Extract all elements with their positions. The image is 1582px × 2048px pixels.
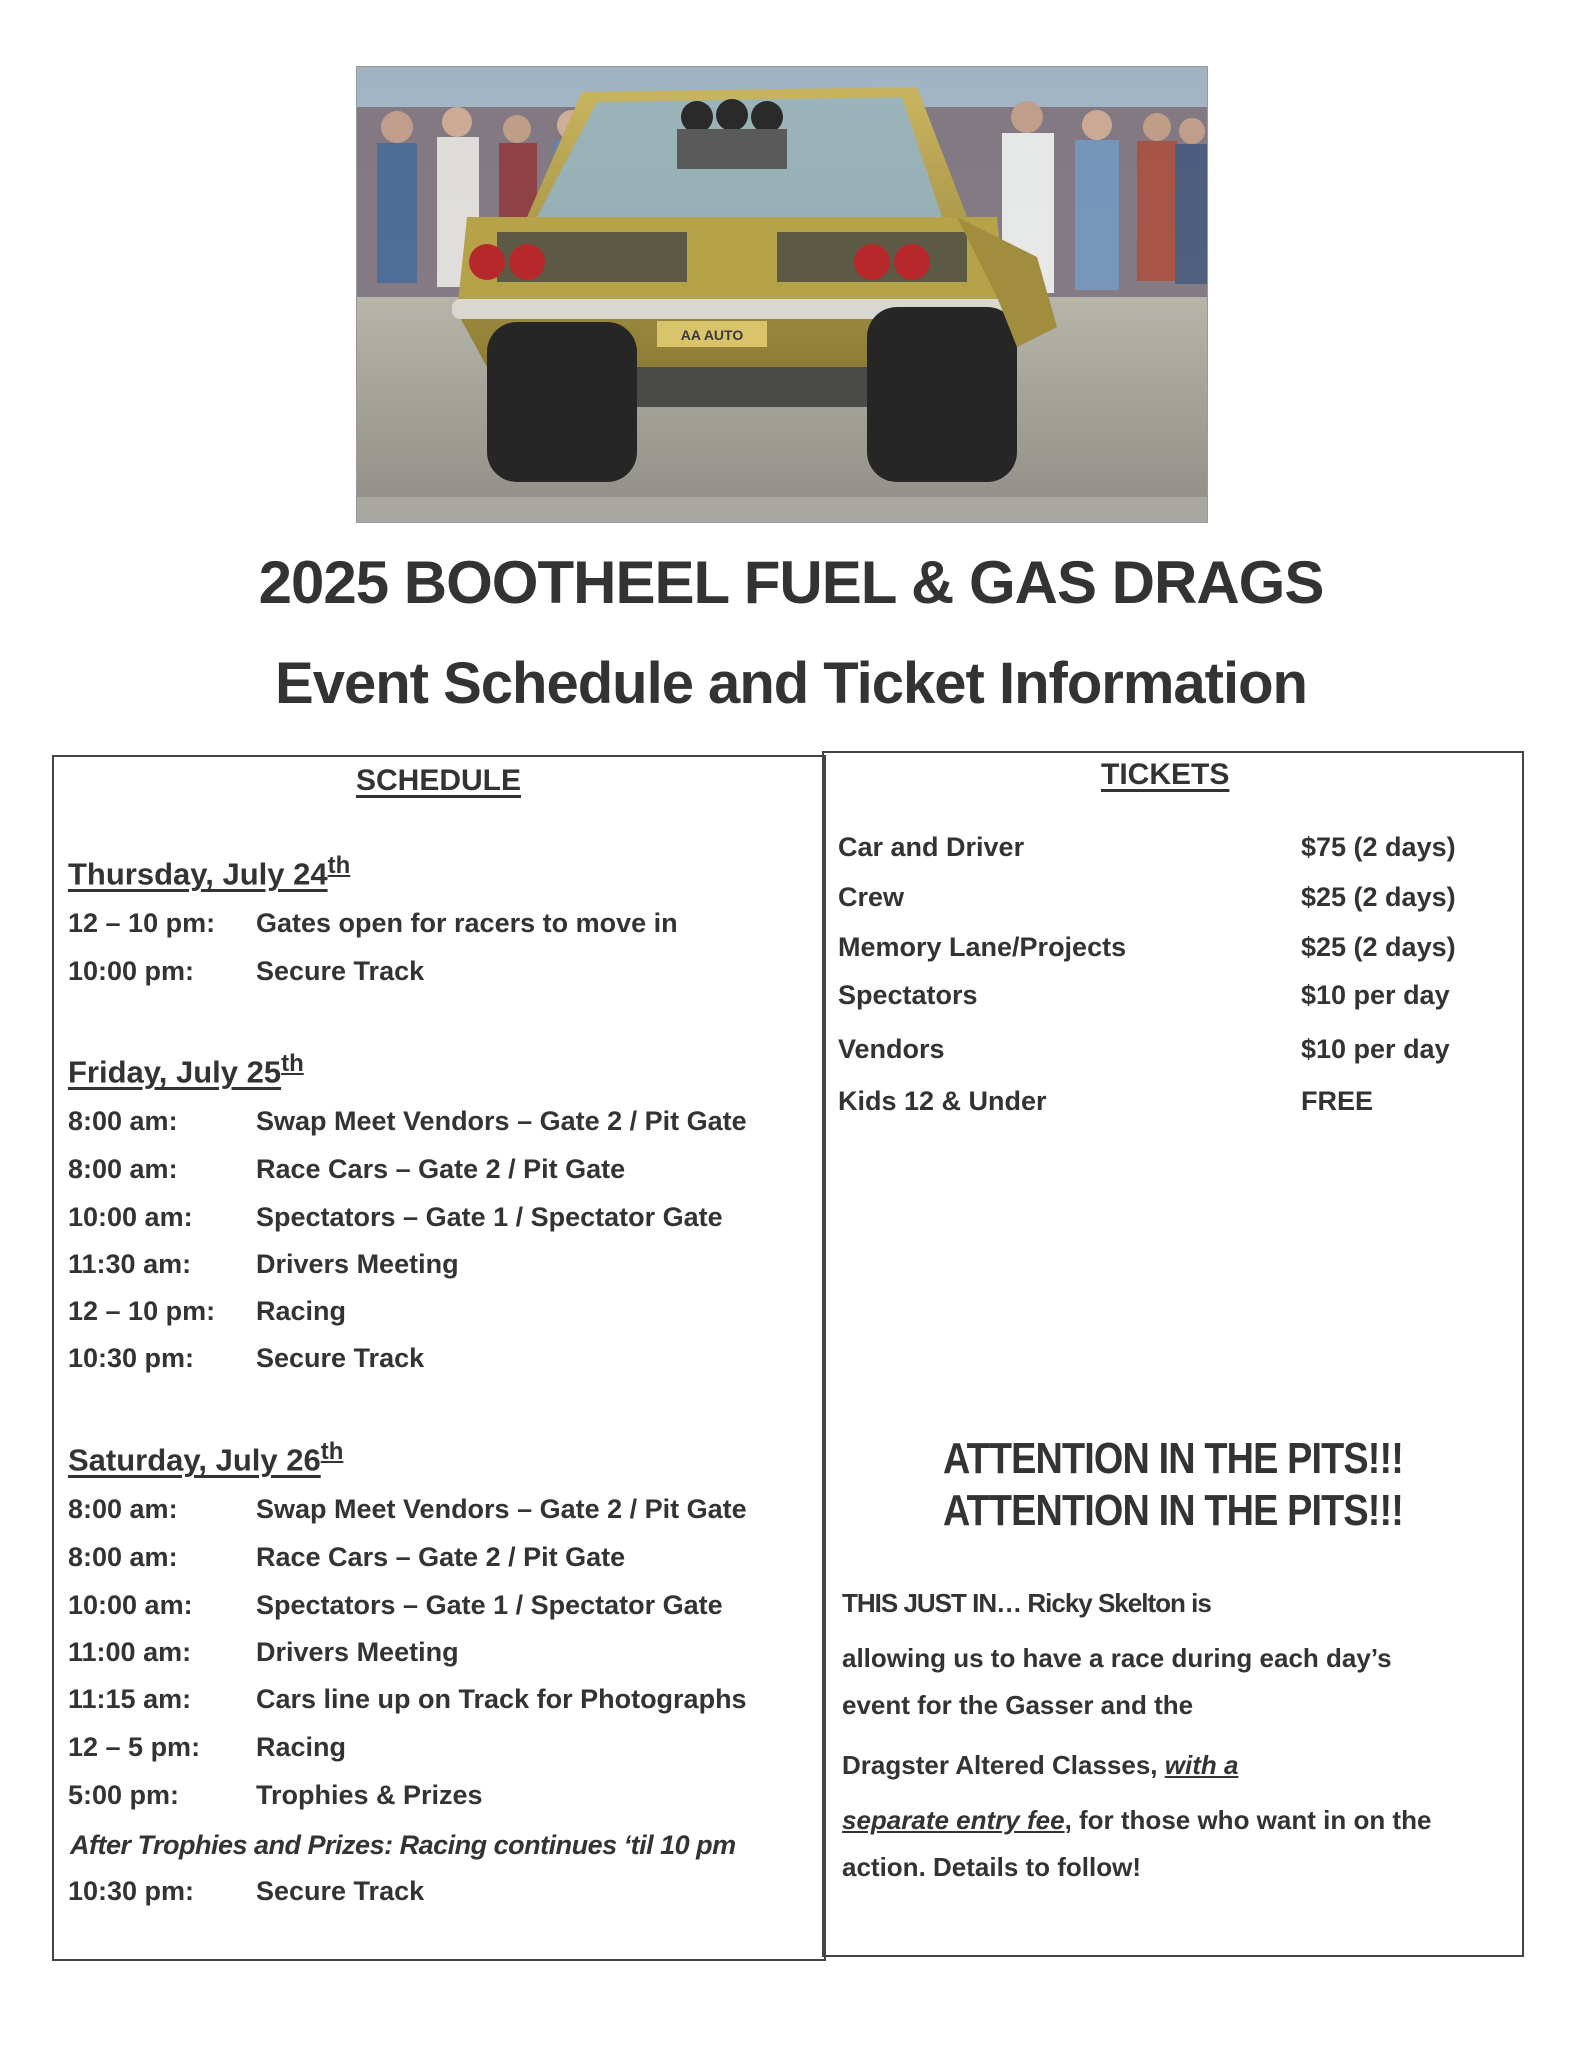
license-plate: AA AUTO (680, 327, 744, 343)
announcement-line: allowing us to have a race during each day’s (842, 1643, 1392, 1673)
event-subtitle: Event Schedule and Ticket Information (275, 651, 1307, 716)
schedule-heading: SCHEDULE (356, 764, 522, 797)
event-title: 2025 BOOTHEEL FUEL & GAS DRAGS (258, 549, 1324, 616)
ticket-row: Kids 12 & Under FREE (838, 1086, 1374, 1116)
announcement-line: event for the Gasser and the (842, 1690, 1194, 1720)
attention-heading-1: ATTENTION IN THE PITS!!! (942, 1434, 1404, 1483)
announcement-line: separate entry fee, for those who want in on the (842, 1805, 1432, 1835)
announcement-line: THIS JUST IN… Ricky Skelton is (842, 1588, 1211, 1618)
attention-heading-2: ATTENTION IN THE PITS!!! (942, 1486, 1404, 1535)
after-trophies-note: After Trophies and Prizes: Racing continues ‘til 10 pm (70, 1830, 736, 1860)
day-heading-thursday: Thursday, July 24th (68, 852, 351, 892)
day-heading-saturday: Saturday, July 26th (68, 1438, 344, 1478)
ticket-row: Crew $25 (2 days) (838, 882, 1456, 912)
ticket-row: Vendors $10 per day (838, 1034, 1450, 1064)
tickets-heading: TICKETS (1101, 758, 1230, 791)
ticket-row: Car and Driver $75 (2 days) (838, 832, 1456, 862)
announcement-line: Dragster Altered Classes, with a (842, 1750, 1239, 1780)
announcement-line: action. Details to follow! (842, 1852, 1142, 1882)
drag-car-illustration (357, 67, 1207, 522)
ticket-row: Spectators $10 per day (838, 980, 1450, 1010)
drag-car-photo (356, 66, 1208, 523)
day-heading-friday: Friday, July 25th (68, 1050, 304, 1090)
ticket-row: Memory Lane/Projects $25 (2 days) (838, 932, 1456, 962)
